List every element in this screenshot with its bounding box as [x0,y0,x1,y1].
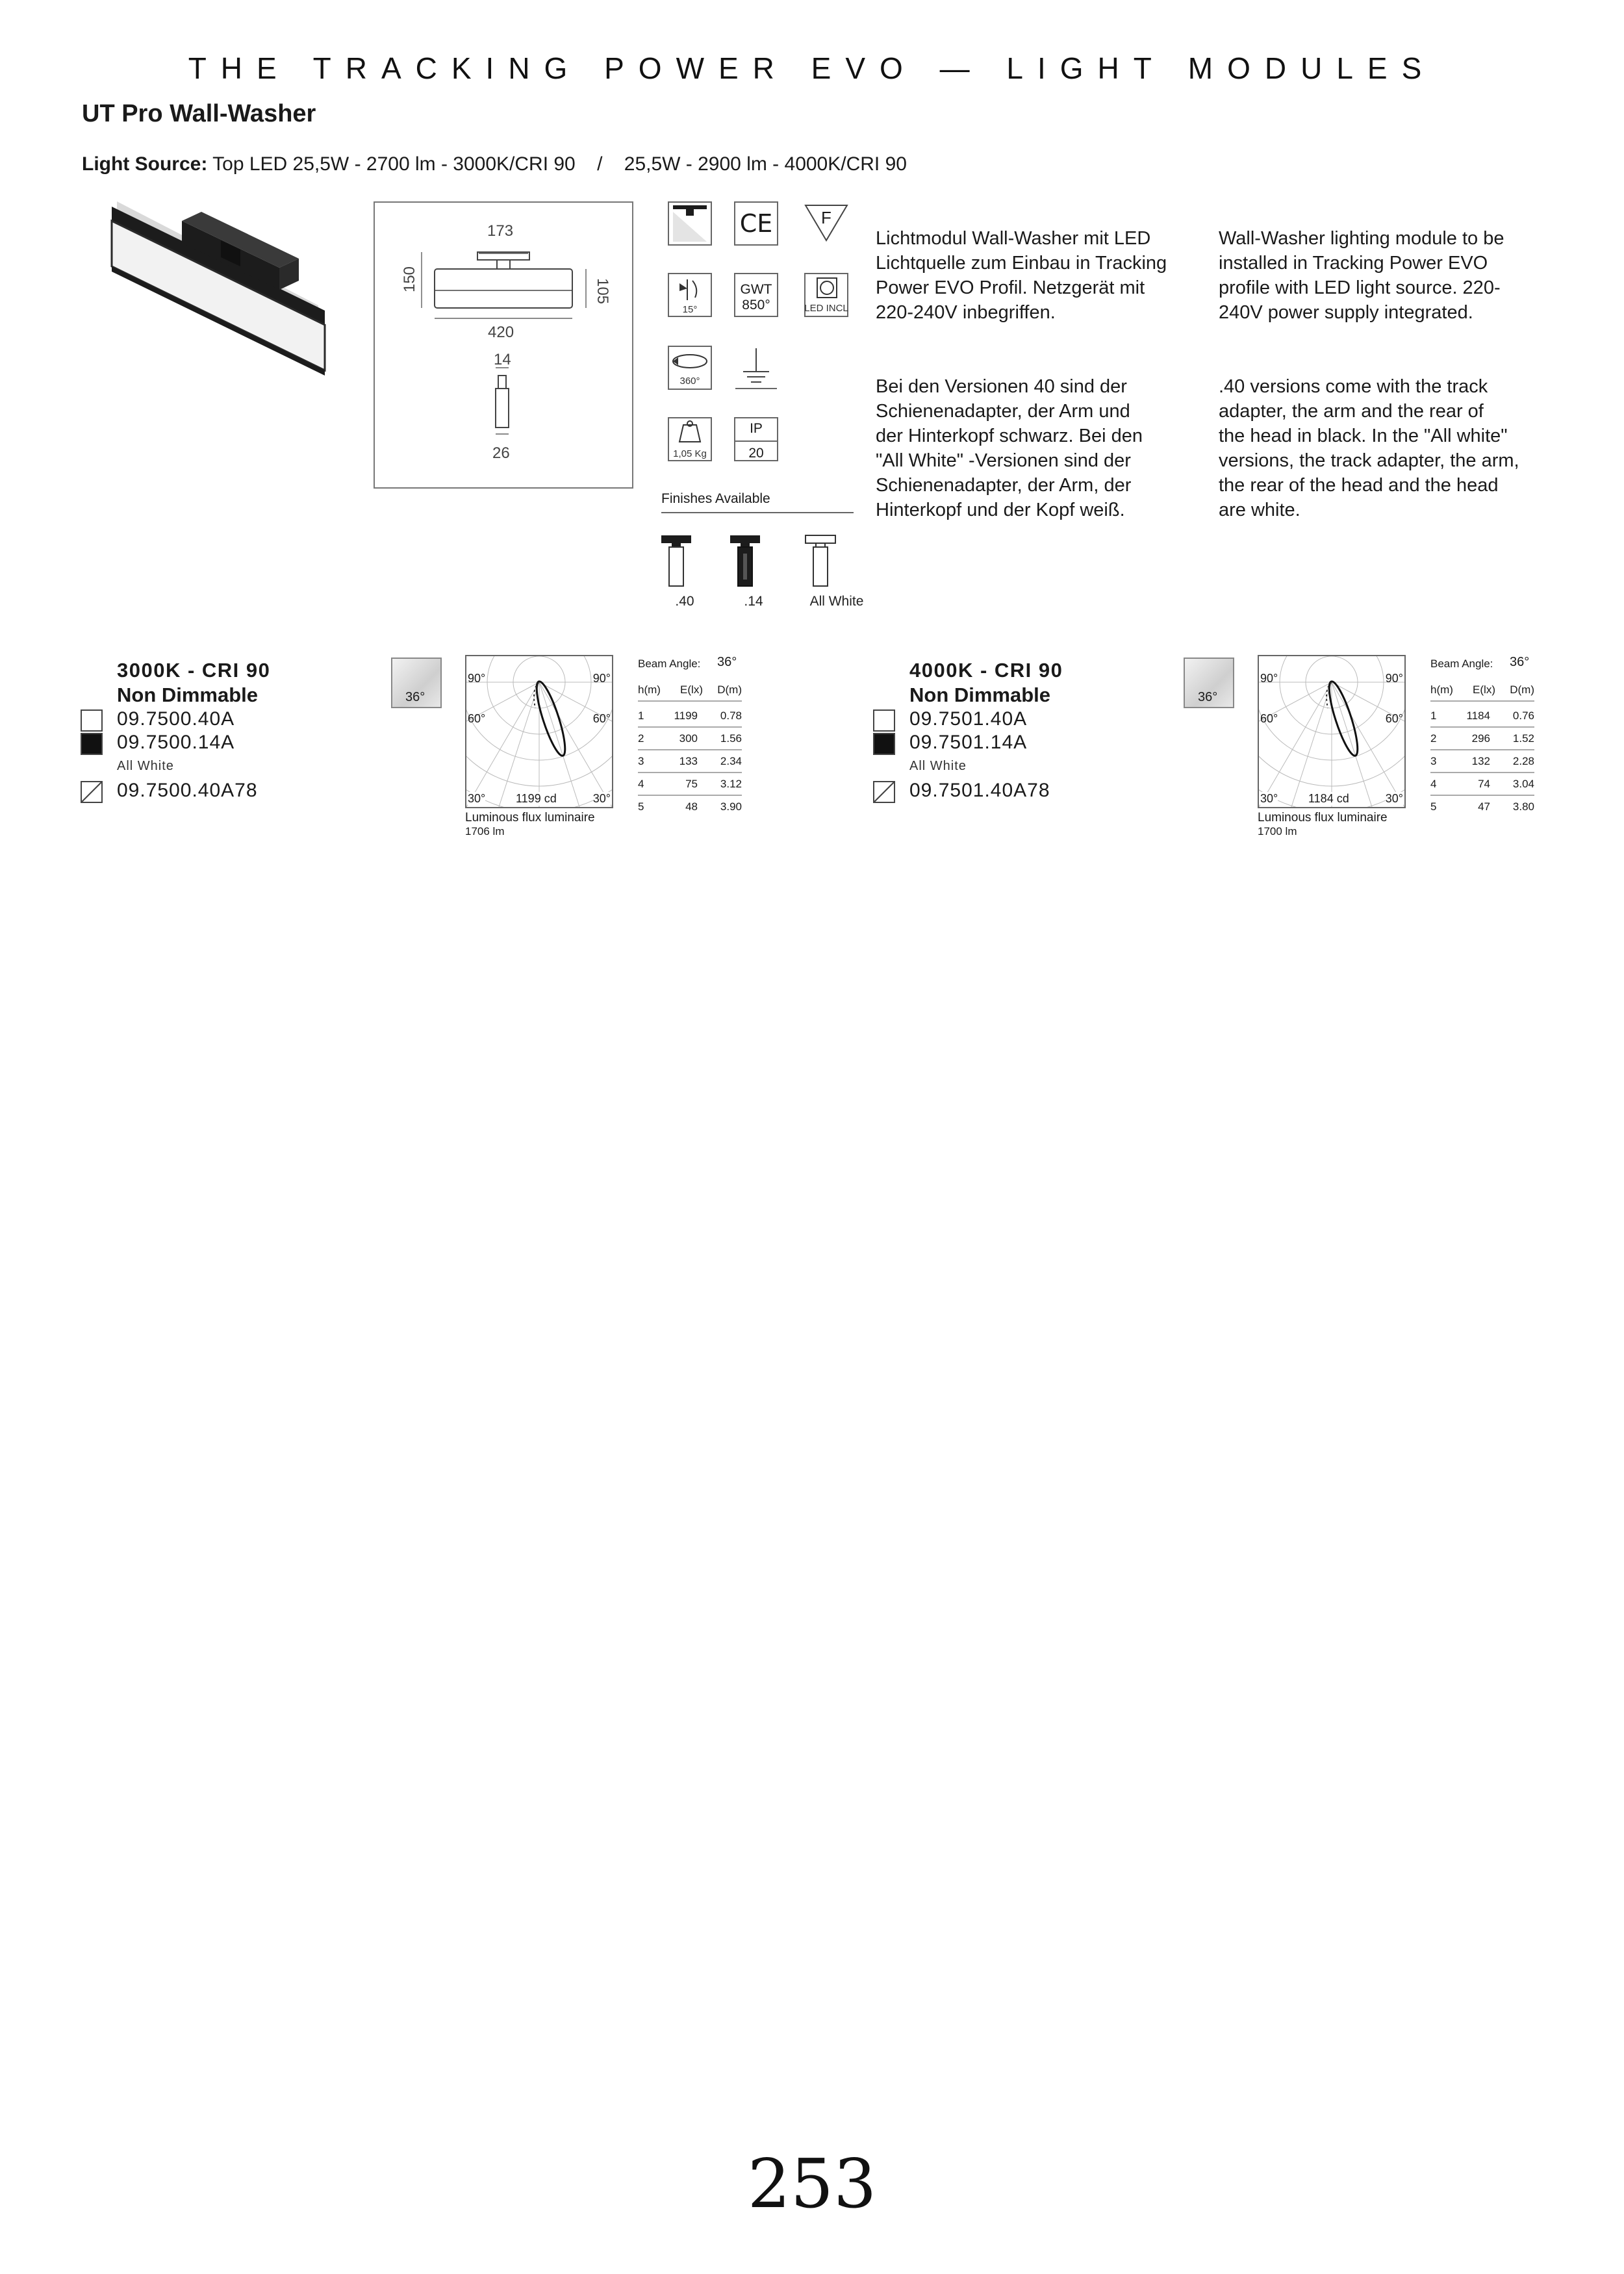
table-cell-diameter: 3.12 [720,778,742,790]
finish-black-white [661,535,691,586]
table-header-diameter: D(m) [717,683,742,696]
polar-label-60-right: 60° [1385,712,1403,725]
catalog-header-title: THE TRACKING POWER EVO — LIGHT MODULES [188,51,1436,85]
dim-length: 420 [488,324,514,341]
weight-label: 1,05 Kg [673,448,707,459]
polar-label-60-left: 60° [1260,712,1278,725]
variant-title: 4000K - CRI 90 [909,659,1063,682]
dim-side-width: 14 [494,351,511,368]
table-cell-illuminance: 47 [1478,800,1490,813]
table-cell-illuminance: 74 [1478,778,1490,790]
polar-label-60-right: 60° [592,712,611,725]
product-code: 09.7500.40A [117,708,235,730]
table-cell-diameter: 1.56 [720,732,742,745]
table-cell-diameter: 0.76 [1512,709,1534,722]
finish-all-white [806,535,835,586]
table-cell-height: 1 [638,709,644,722]
gwt-icon [734,273,778,317]
description-en-paragraph-2: .40 versions come with the track adapter, the arm and the rear of the head in black. In the "All white" versions, the track adapter, the arm, the rear of the head and the head are white. [1219,376,1519,520]
f-mark-icon [804,201,848,246]
table-cell-diameter: 0.78 [720,709,742,722]
polar-label-30-right: 30° [592,792,611,805]
beam-angle-icon-label: 36° [1198,690,1218,704]
swatch-all-white [81,781,103,803]
photometric-table-row [1430,798,1534,817]
variant-dimming: Non Dimmable [909,683,1051,706]
ce-mark-icon [734,201,778,246]
beam-angle-label: Beam Angle: [1430,658,1493,670]
product-code-all-white: 09.7501.40A78 [909,780,1050,801]
rotation-icon [668,346,712,390]
table-header-illuminance: E(lx) [1473,683,1495,696]
track-mount-icon [668,201,712,246]
photometric-table-row [638,798,742,817]
polar-label-90-left: 90° [1260,672,1278,685]
table-cell-illuminance: 48 [685,800,698,813]
table-cell-height: 3 [638,755,644,767]
description-de-paragraph-1: Lichtmodul Wall-Washer mit LED Lichtquelle zum Einbau in Tracking Power EVO Profil. Netzgerät mit 220-240V inbegriffen. [876,228,1167,323]
table-cell-illuminance: 132 [1471,755,1490,767]
beam-angle-icon-label: 36° [405,690,425,704]
photometric-table-row [638,730,742,750]
polar-label-30-right: 30° [1385,792,1403,805]
technical-drawing [374,201,633,489]
light-source-label: Light Source: [82,153,208,175]
description-en [1219,201,1582,547]
finish-black [730,535,760,586]
polar-label-90-right: 90° [1385,672,1403,685]
weight-icon [668,417,712,461]
product-code-all-white: 09.7500.40A78 [117,780,258,801]
variant-title: 3000K - CRI 90 [117,659,271,682]
all-white-label: All White [117,759,174,773]
f-mark-text: F [821,208,831,227]
ground-icon [734,346,778,390]
swatch-white-black [81,709,103,732]
beam-angle-value: 36° [1510,655,1530,669]
gwt-value: 850° [742,298,770,313]
flux-label: Luminous flux luminaire [1258,811,1388,824]
product-code: 09.7501.40A [909,708,1028,730]
table-cell-height: 3 [1430,755,1437,767]
finishes-title: Finishes Available [661,491,770,506]
swatch-white-black [873,709,895,732]
finish-label-14: .14 [744,594,763,609]
finishes-divider [661,512,854,513]
photometric-table-row [638,752,742,773]
description-de-paragraph-2: Bei den Versionen 40 sind der Schienenadapter, der Arm und der Hinterkopf schwarz. Bei den "All White" -Versionen sind der Schienenadapter, der Arm, der Hinterkopf und der Kopf weiß. [876,376,1143,520]
table-cell-diameter: 2.34 [720,755,742,767]
light-source-value: Top LED 25,5W - 2700 lm - 3000K/CRI 90 / 25,5W - 2900 lm - 4000K/CRI 90 [207,153,907,175]
table-header-diameter: D(m) [1510,683,1534,696]
variant-dimming: Non Dimmable [117,683,259,706]
table-cell-diameter: 3.04 [1512,778,1534,790]
polar-label-90-right: 90° [592,672,611,685]
swatch-all-white [873,781,895,803]
flux-value: 1700 lm [1258,825,1297,837]
photometric-table-row [638,775,742,796]
dim-height-left: 150 [401,266,419,293]
polar-label-30-left: 30° [468,792,486,805]
photometric-table-row [1430,707,1534,728]
description-de [876,201,1213,547]
dim-width-top: 173 [487,222,514,240]
gwt-label: GWT [740,282,772,297]
polar-peak-intensity: 1199 cd [516,792,557,805]
table-cell-diameter: 1.52 [1512,732,1534,745]
swatch-black [873,733,895,755]
table-cell-height: 4 [1430,778,1437,790]
ip-label: IP [750,421,763,436]
table-cell-illuminance: 300 [679,732,698,745]
light-source-line [82,153,907,175]
table-cell-height: 4 [638,778,644,790]
tilt-angle-label: 15° [682,304,698,315]
finish-label-all-white: All White [809,594,864,609]
polar-label-60-left: 60° [468,712,486,725]
table-cell-height: 5 [1430,800,1437,813]
table-cell-diameter: 2.28 [1512,755,1534,767]
table-cell-illuminance: 133 [679,755,698,767]
table-cell-diameter: 3.80 [1512,800,1534,813]
table-cell-height: 1 [1430,709,1437,722]
polar-label-90-left: 90° [468,672,486,685]
rotation-angle-label: 360° [679,376,700,387]
finishes-swatches [656,533,864,598]
table-cell-height: 5 [638,800,644,813]
led-incl-icon [804,273,848,317]
table-cell-diameter: 3.90 [720,800,742,813]
product-code: 09.7501.14A [909,732,1028,753]
description-en-paragraph-1: Wall-Washer lighting module to be installed in Tracking Power EVO profile with LED light source. 220- 240V power supply integrated. [1219,228,1504,323]
polar-diagram [1258,655,1406,808]
flux-value: 1706 lm [465,825,505,837]
product-code: 09.7500.14A [117,732,235,753]
photometric-table-header [638,681,742,702]
photometric-table-row [1430,752,1534,773]
table-cell-illuminance: 75 [685,778,698,790]
finish-label-40: .40 [675,594,694,609]
polar-label-30-left: 30° [1260,792,1278,805]
ip-value: 20 [735,441,777,461]
table-header-height: h(m) [638,683,661,696]
ce-mark-text: CE [739,209,773,238]
photometric-table-row [1430,775,1534,796]
table-cell-height: 2 [638,732,644,745]
beam-angle-label: Beam Angle: [638,658,701,670]
table-header-illuminance: E(lx) [680,683,703,696]
photometric-table-row [638,707,742,728]
polar-diagram [465,655,613,808]
beam-angle-value: 36° [717,655,737,669]
page-number: 253 [747,2144,877,2223]
polar-peak-intensity: 1184 cd [1308,792,1349,805]
product-name: UT Pro Wall-Washer [82,100,316,127]
ip-rating-icon [734,417,778,461]
table-header-height: h(m) [1430,683,1453,696]
tilt-icon [668,273,712,317]
dim-height-right: 105 [594,277,612,305]
table-cell-illuminance: 1184 [1466,709,1490,722]
photometric-table-row [1430,730,1534,750]
swatch-black [81,733,103,755]
table-cell-illuminance: 1199 [674,709,698,722]
photometric-table-header [1430,681,1534,702]
dim-side-depth: 26 [492,444,510,462]
flux-label: Luminous flux luminaire [465,811,595,824]
table-cell-illuminance: 296 [1471,732,1490,745]
led-incl-label: LED INCL [804,303,848,314]
product-image [104,195,338,377]
table-cell-height: 2 [1430,732,1437,745]
all-white-label: All White [909,759,967,773]
